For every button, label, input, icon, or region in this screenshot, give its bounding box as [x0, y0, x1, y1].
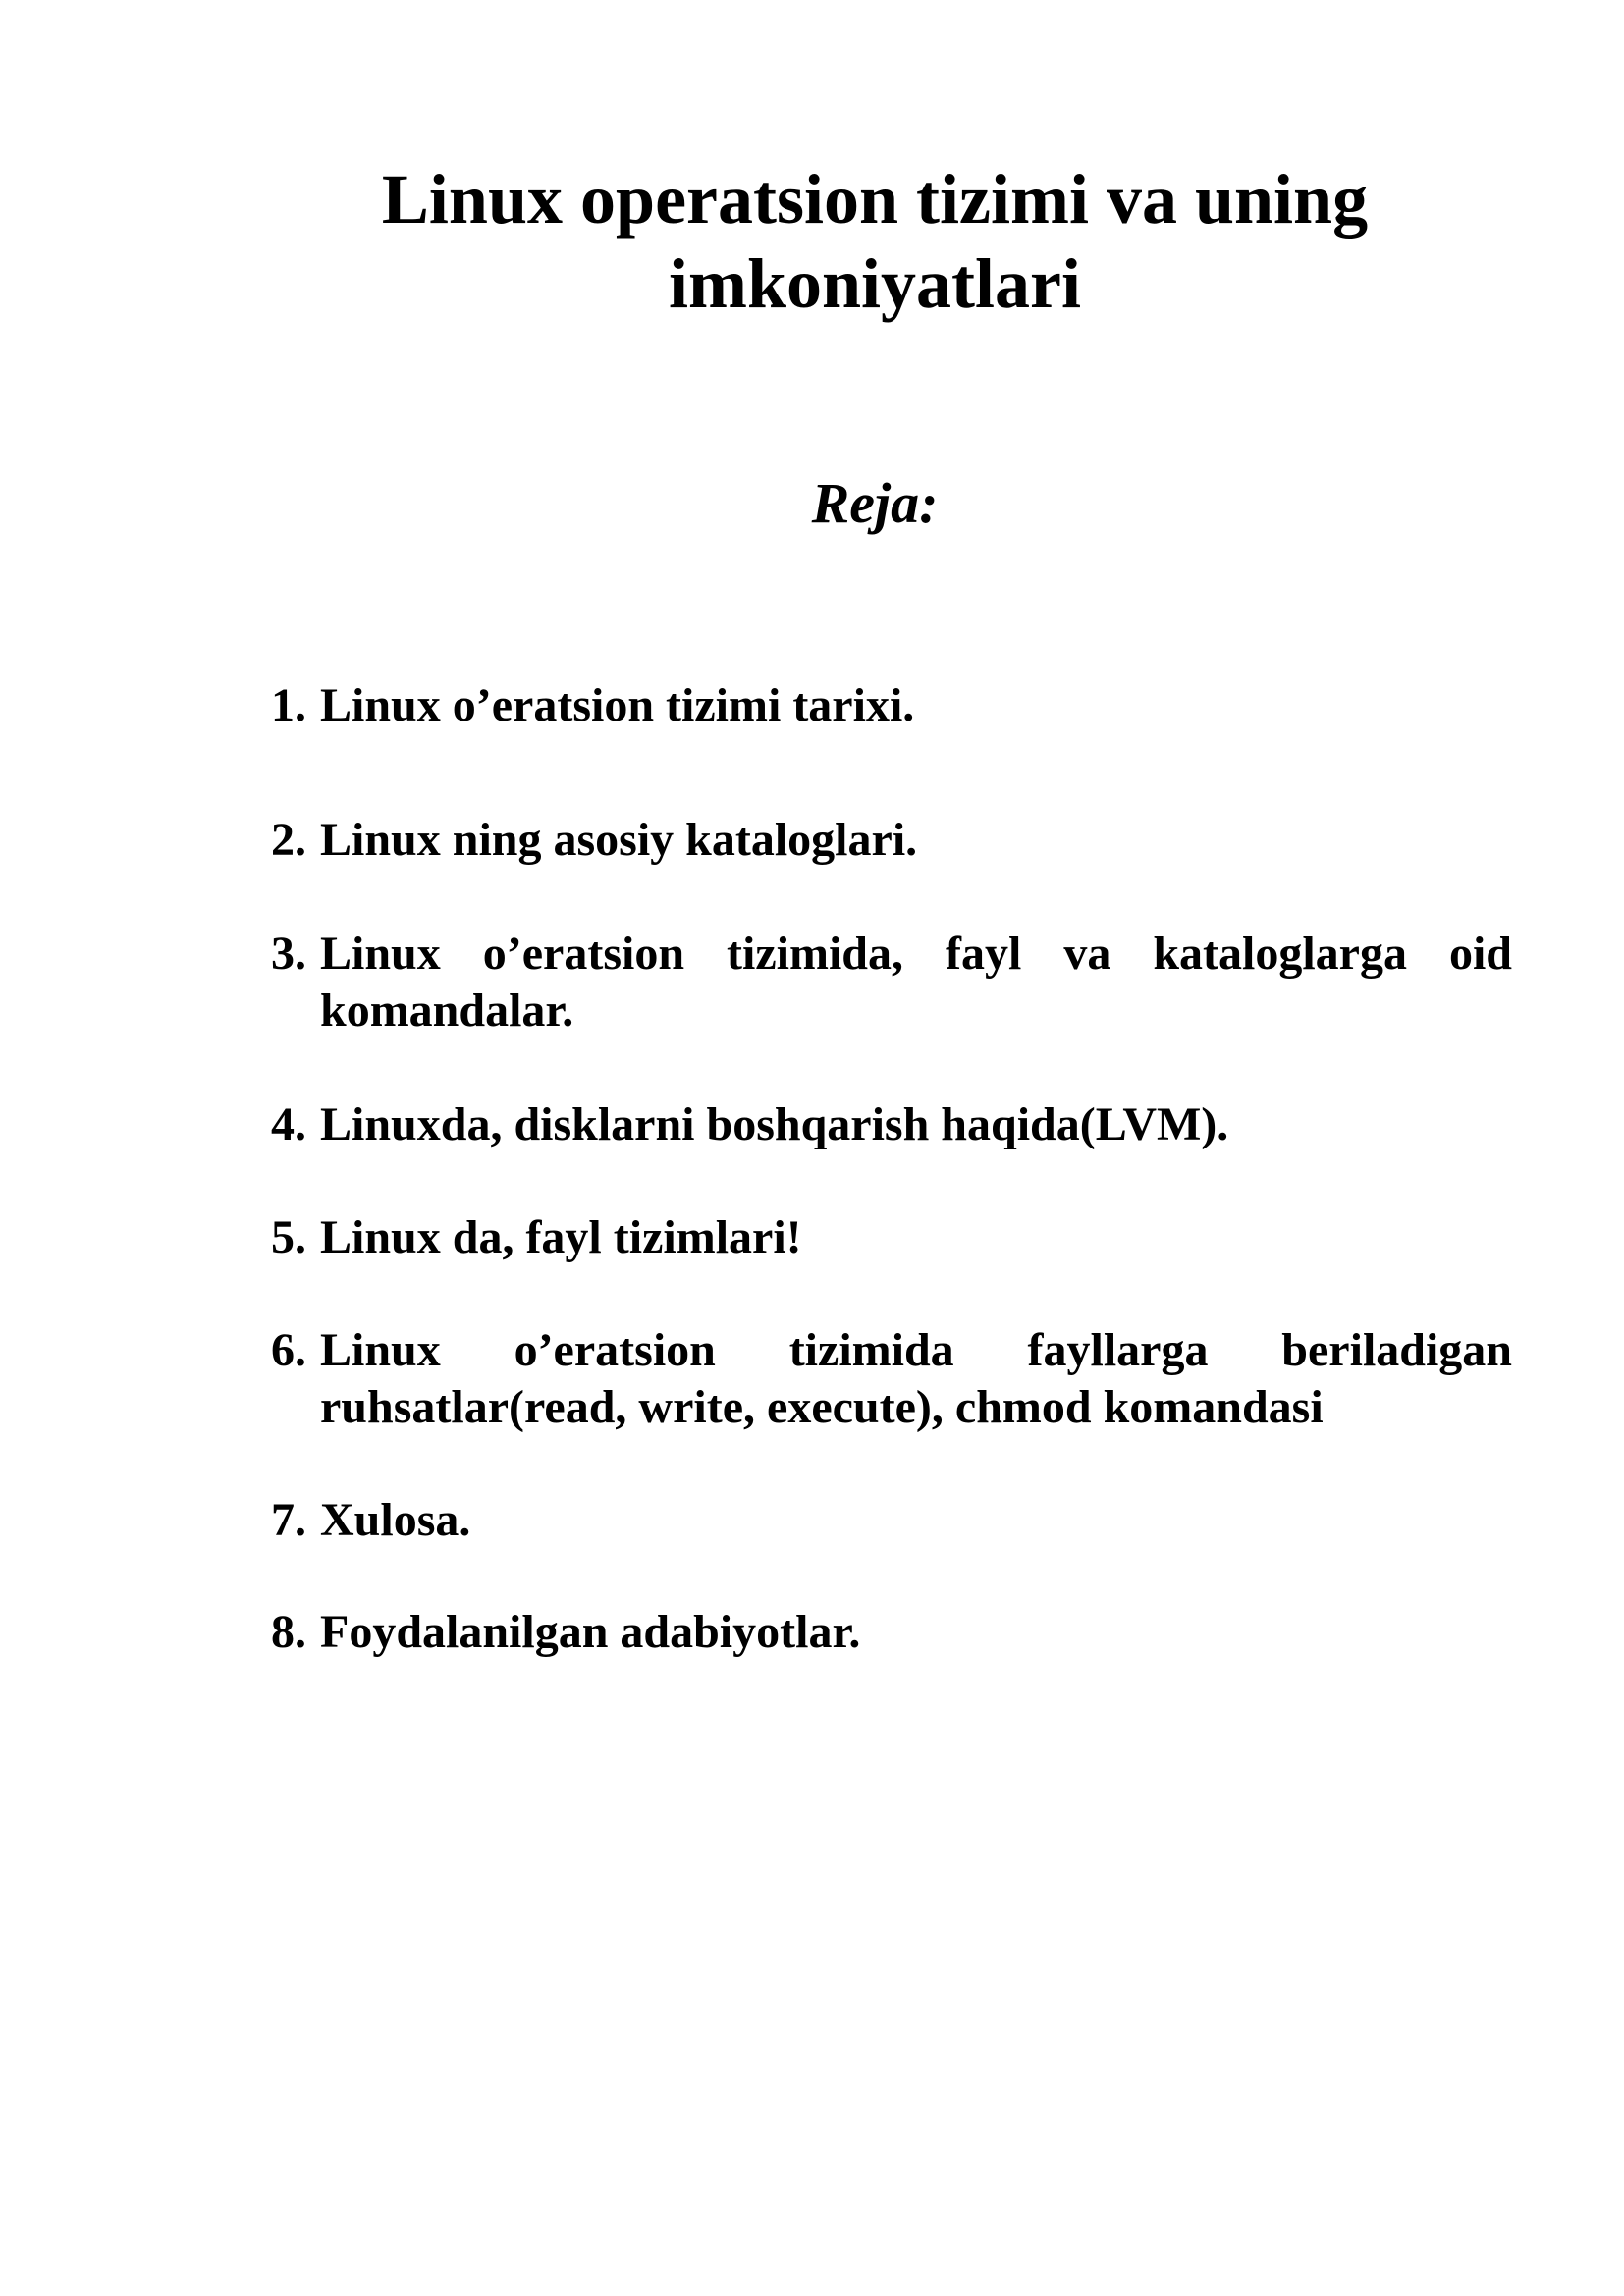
- plan-item-number: 1.: [271, 679, 306, 731]
- plan-item-number: 6.: [271, 1324, 306, 1376]
- plan-item-text: Linux o’eratsion tizimi tarixi.: [320, 679, 915, 731]
- plan-heading: Reja:: [811, 471, 939, 535]
- plan-item-number: 8.: [271, 1606, 306, 1658]
- plan-item-text: Linux da, fayl tizimlari!: [320, 1211, 802, 1263]
- plan-item-number: 7.: [271, 1494, 306, 1546]
- plan-item-text: Linux o’eratsion tizimida, fayl va kataloglarga oid komandalar.: [320, 928, 1512, 1037]
- plan-item-number: 5.: [271, 1211, 306, 1263]
- plan-item-text: Foydalanilgan adabiyotlar.: [320, 1606, 861, 1658]
- plan-item-number: 3.: [271, 928, 306, 980]
- document-title: Linux operatsion tizimi va uning imkoniyatlari: [381, 160, 1369, 323]
- plan-item-number: 2.: [271, 814, 306, 866]
- plan-item-text: Linux ning asosiy kataloglari.: [320, 814, 918, 866]
- plan-item-text: Linux o’eratsion tizimida fayllarga beriladigan ruhsatlar(read, write, execute), chmod komandasi: [320, 1324, 1512, 1433]
- plan-item-number: 4.: [271, 1098, 306, 1150]
- plan-item-text: Xulosa.: [320, 1494, 471, 1546]
- plan-item-text: Linuxda, disklarni boshqarish haqida(LVM).: [320, 1098, 1229, 1150]
